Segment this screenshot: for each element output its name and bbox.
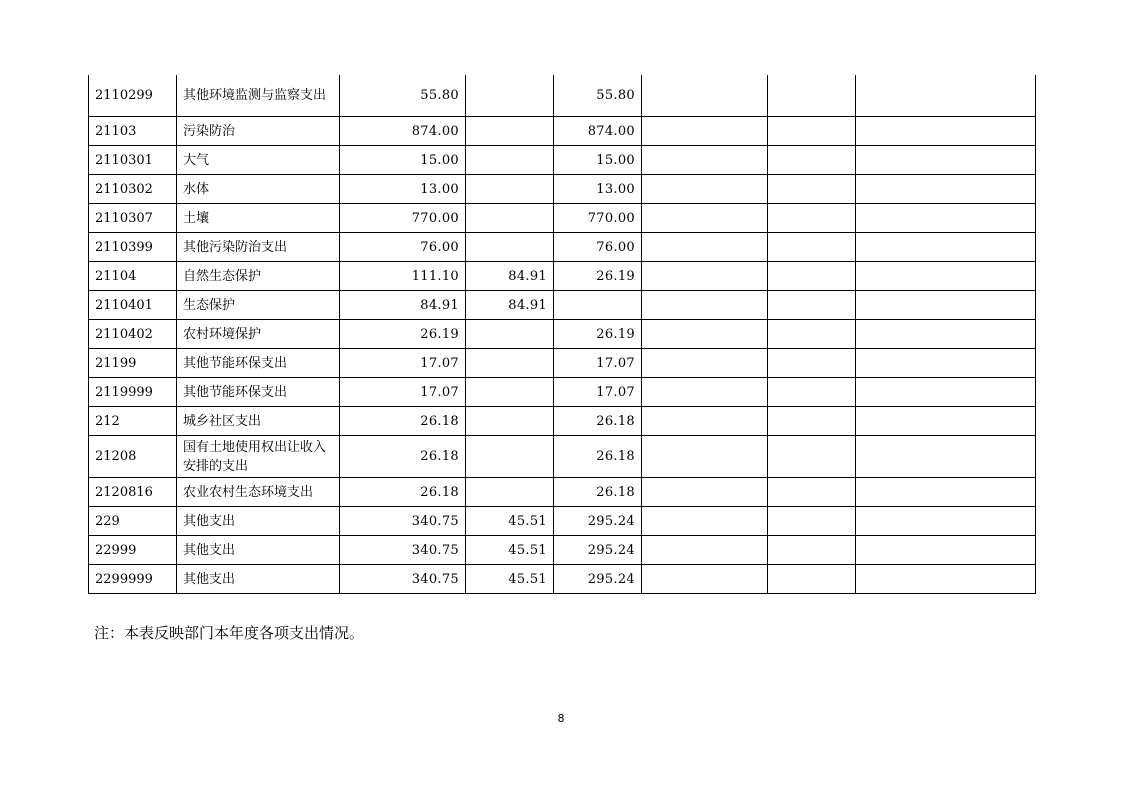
cell-project: 26.18 <box>554 407 642 436</box>
cell-total: 13.00 <box>340 175 466 204</box>
cell-name: 其他支出 <box>177 565 340 594</box>
table-row <box>89 75 1036 117</box>
cell-col7 <box>768 204 856 233</box>
table-row <box>89 478 1036 507</box>
cell-basic <box>466 378 554 407</box>
cell-total: 340.75 <box>340 565 466 594</box>
cell-col6 <box>642 407 768 436</box>
cell-code: 2120816 <box>89 478 177 507</box>
cell-project: 26.18 <box>554 478 642 507</box>
table-row <box>89 507 1036 536</box>
cell-name: 土壤 <box>177 204 340 233</box>
cell-name: 农村环境保护 <box>177 320 340 349</box>
cell-col6 <box>642 262 768 291</box>
cell-col8 <box>856 262 1036 291</box>
cell-col8 <box>856 478 1036 507</box>
cell-col7 <box>768 233 856 262</box>
cell-name: 其他节能环保支出 <box>177 378 340 407</box>
cell-project: 76.00 <box>554 233 642 262</box>
cell-col8 <box>856 536 1036 565</box>
expenditure-table <box>88 75 1036 594</box>
cell-col8 <box>856 146 1036 175</box>
cell-total: 26.18 <box>340 407 466 436</box>
cell-total: 770.00 <box>340 204 466 233</box>
cell-basic: 45.51 <box>466 507 554 536</box>
table-row <box>89 320 1036 349</box>
cell-basic: 84.91 <box>466 291 554 320</box>
cell-total: 340.75 <box>340 536 466 565</box>
table-row <box>89 565 1036 594</box>
cell-col7 <box>768 349 856 378</box>
cell-code: 2110401 <box>89 291 177 320</box>
cell-basic: 45.51 <box>466 565 554 594</box>
cell-code: 2110302 <box>89 175 177 204</box>
table-row <box>89 233 1036 262</box>
cell-total: 340.75 <box>340 507 466 536</box>
table-row <box>89 536 1036 565</box>
cell-col7 <box>768 262 856 291</box>
cell-project: 13.00 <box>554 175 642 204</box>
cell-name: 污染防治 <box>177 117 340 146</box>
cell-code: 21104 <box>89 262 177 291</box>
cell-name: 其他污染防治支出 <box>177 233 340 262</box>
cell-code: 21199 <box>89 349 177 378</box>
cell-code: 2110402 <box>89 320 177 349</box>
cell-col8 <box>856 291 1036 320</box>
cell-total: 15.00 <box>340 146 466 175</box>
cell-col7 <box>768 478 856 507</box>
cell-col8 <box>856 436 1036 478</box>
cell-project: 17.07 <box>554 349 642 378</box>
cell-col6 <box>642 507 768 536</box>
cell-col8 <box>856 75 1036 117</box>
cell-name: 其他环境监测与监察支出 <box>177 75 340 117</box>
cell-col7 <box>768 378 856 407</box>
table-row <box>89 349 1036 378</box>
cell-code: 2110399 <box>89 233 177 262</box>
cell-col8 <box>856 349 1036 378</box>
cell-code: 229 <box>89 507 177 536</box>
cell-project: 295.24 <box>554 536 642 565</box>
cell-basic <box>466 478 554 507</box>
cell-col8 <box>856 233 1036 262</box>
table-row <box>89 204 1036 233</box>
cell-project: 295.24 <box>554 507 642 536</box>
cell-total: 111.10 <box>340 262 466 291</box>
cell-col6 <box>642 291 768 320</box>
cell-name: 其他节能环保支出 <box>177 349 340 378</box>
table-row <box>89 378 1036 407</box>
table-body <box>89 75 1036 594</box>
cell-code: 2119999 <box>89 378 177 407</box>
cell-col6 <box>642 75 768 117</box>
cell-col6 <box>642 436 768 478</box>
cell-col6 <box>642 146 768 175</box>
cell-col6 <box>642 175 768 204</box>
cell-col7 <box>768 436 856 478</box>
table-row <box>89 146 1036 175</box>
cell-col7 <box>768 536 856 565</box>
cell-code: 212 <box>89 407 177 436</box>
cell-col7 <box>768 117 856 146</box>
cell-project: 26.19 <box>554 262 642 291</box>
cell-basic <box>466 436 554 478</box>
cell-col6 <box>642 565 768 594</box>
cell-total: 17.07 <box>340 378 466 407</box>
cell-name: 大气 <box>177 146 340 175</box>
cell-project: 295.24 <box>554 565 642 594</box>
cell-total: 26.18 <box>340 478 466 507</box>
table-row <box>89 117 1036 146</box>
cell-col7 <box>768 407 856 436</box>
cell-col8 <box>856 320 1036 349</box>
cell-name: 水体 <box>177 175 340 204</box>
page-number: 8 <box>557 712 565 725</box>
cell-col8 <box>856 407 1036 436</box>
cell-basic <box>466 349 554 378</box>
cell-col6 <box>642 204 768 233</box>
cell-col6 <box>642 378 768 407</box>
cell-col7 <box>768 175 856 204</box>
table-row <box>89 291 1036 320</box>
cell-col6 <box>642 478 768 507</box>
cell-name: 城乡社区支出 <box>177 407 340 436</box>
cell-col8 <box>856 175 1036 204</box>
cell-col8 <box>856 117 1036 146</box>
cell-name: 自然生态保护 <box>177 262 340 291</box>
cell-col7 <box>768 291 856 320</box>
cell-name: 其他支出 <box>177 507 340 536</box>
cell-total: 17.07 <box>340 349 466 378</box>
table-note: 注：本表反映部门本年度各项支出情况。 <box>94 624 365 642</box>
cell-basic: 84.91 <box>466 262 554 291</box>
cell-project: 874.00 <box>554 117 642 146</box>
cell-col7 <box>768 565 856 594</box>
cell-basic <box>466 320 554 349</box>
cell-basic <box>466 233 554 262</box>
cell-code: 2110301 <box>89 146 177 175</box>
cell-total: 26.18 <box>340 436 466 478</box>
cell-total: 84.91 <box>340 291 466 320</box>
table-row <box>89 175 1036 204</box>
cell-col6 <box>642 117 768 146</box>
table-row <box>89 436 1036 478</box>
cell-col6 <box>642 320 768 349</box>
cell-col6 <box>642 233 768 262</box>
cell-total: 76.00 <box>340 233 466 262</box>
cell-basic <box>466 175 554 204</box>
cell-col6 <box>642 349 768 378</box>
cell-name: 国有土地使用权出让收入安排的支出 <box>177 436 340 478</box>
cell-col8 <box>856 204 1036 233</box>
cell-col7 <box>768 75 856 117</box>
cell-project: 55.80 <box>554 75 642 117</box>
cell-col8 <box>856 565 1036 594</box>
cell-project: 770.00 <box>554 204 642 233</box>
cell-project: 15.00 <box>554 146 642 175</box>
cell-col8 <box>856 507 1036 536</box>
cell-col7 <box>768 320 856 349</box>
cell-basic <box>466 204 554 233</box>
cell-project: 17.07 <box>554 378 642 407</box>
cell-name: 生态保护 <box>177 291 340 320</box>
cell-basic <box>466 117 554 146</box>
cell-total: 874.00 <box>340 117 466 146</box>
cell-code: 22999 <box>89 536 177 565</box>
cell-code: 21103 <box>89 117 177 146</box>
cell-name: 农业农村生态环境支出 <box>177 478 340 507</box>
cell-col7 <box>768 507 856 536</box>
cell-code: 2110299 <box>89 75 177 117</box>
cell-basic <box>466 75 554 117</box>
cell-basic <box>466 146 554 175</box>
cell-total: 55.80 <box>340 75 466 117</box>
cell-basic <box>466 407 554 436</box>
cell-code: 21208 <box>89 436 177 478</box>
cell-project: 26.19 <box>554 320 642 349</box>
cell-project: 26.18 <box>554 436 642 478</box>
cell-total: 26.19 <box>340 320 466 349</box>
cell-project <box>554 291 642 320</box>
cell-basic: 45.51 <box>466 536 554 565</box>
cell-code: 2110307 <box>89 204 177 233</box>
cell-code: 2299999 <box>89 565 177 594</box>
cell-name: 其他支出 <box>177 536 340 565</box>
cell-col8 <box>856 378 1036 407</box>
cell-col6 <box>642 536 768 565</box>
table-row <box>89 407 1036 436</box>
cell-col7 <box>768 146 856 175</box>
table-row <box>89 262 1036 291</box>
